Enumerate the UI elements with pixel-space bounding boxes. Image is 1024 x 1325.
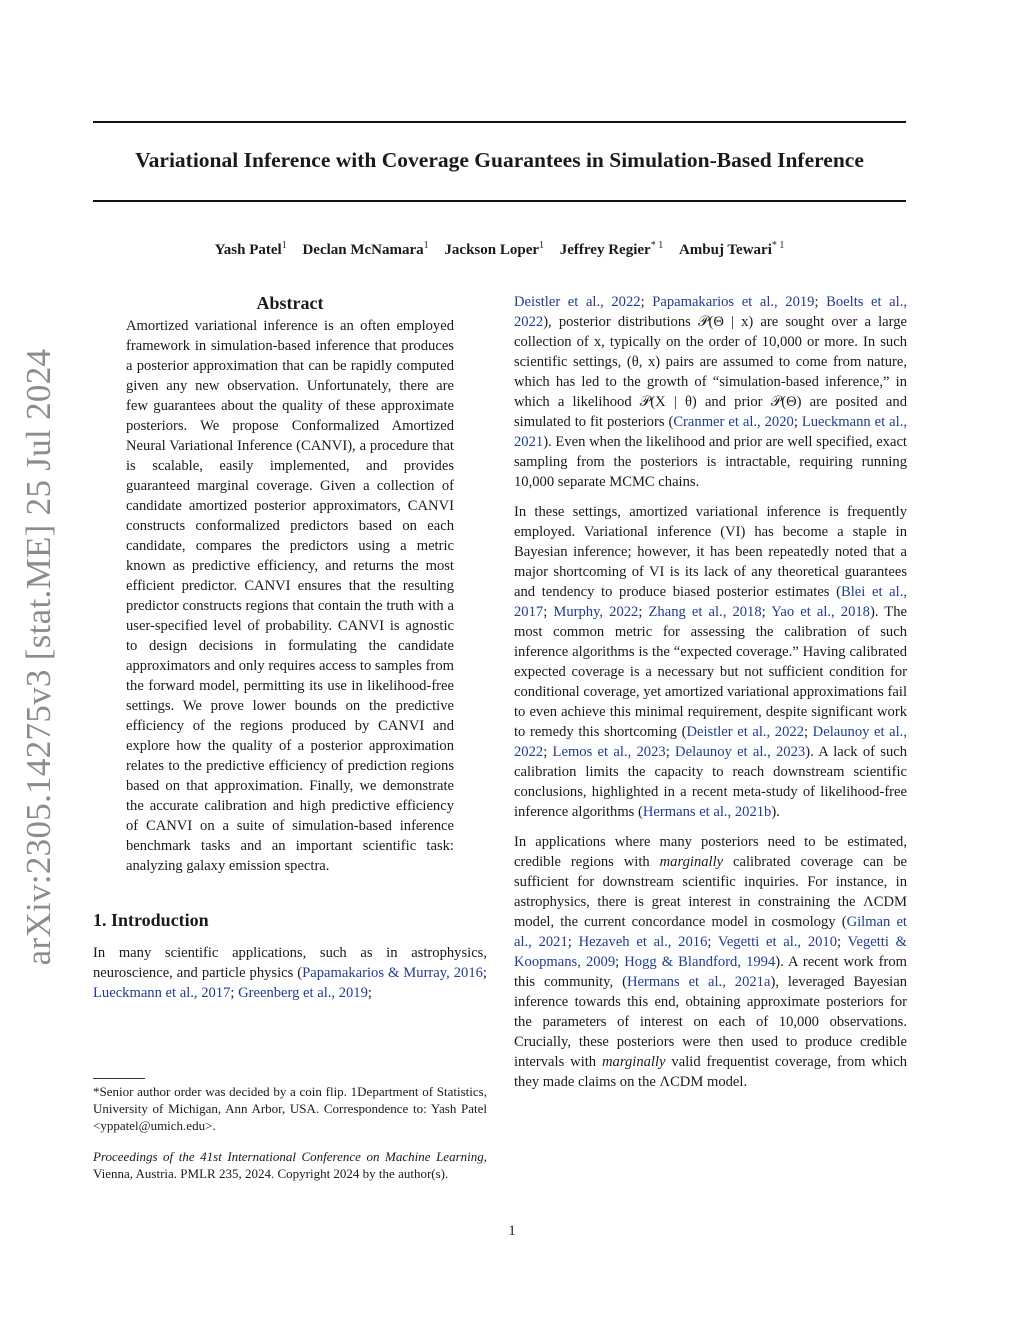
body-paragraph: In these settings, amortized variational inference is frequently employed. Variational inference (VI) has become a staple in Bayesian inference; however, it has been repeatedly noted that a major shortcoming of VI is its lack of any theoretical guarantees and tendency to produce biased posterior estimates (Blei et al., 2017; Murphy, 2022; Zhang et al., 2018; Yao et al., 2018). The most common metric for assessing the calibration of such inference algorithms is the “expected coverage.” Having calibrated expected coverage is a necessary but not sufficient condition for conditional coverage, yet amortized variational approximations fail to even achieve this minimal requirement, despite significant work to remedy this shortcoming (Deistler et al., 2022; Delaunoy et al., 2022; Lemos et al., 2023; Delaunoy et al., 2023). A lack of such calibration limits the capacity to reach downstream scientific conclusions, highlighted in a recent meta-study of likelihood-free inference algorithms (Hermans et al., 2021b). [514, 504, 908, 820]
citation-link[interactable]: Delaunoy et al., 2023 [675, 744, 806, 760]
citation-link[interactable]: Papamakarios & Murray, 2016 [302, 965, 483, 981]
citation-link[interactable]: Vegetti et al., 2010 [717, 934, 838, 950]
citation-link[interactable]: Cranmer et al., 2020 [673, 414, 794, 430]
citation-link[interactable]: Blei et al., 2017 [514, 584, 907, 620]
citation-link[interactable]: Lemos et al., 2023 [552, 744, 666, 760]
citation-link[interactable]: Greenberg et al., 2019 [238, 985, 368, 1001]
page-number: 1 [508, 1223, 516, 1239]
author: Ambuj Tewari$^{* 1}$ [678, 240, 785, 258]
citation-link[interactable]: Hermans et al., 2021a [626, 974, 771, 990]
citation-link[interactable]: Lueckmann et al., 2021 [514, 414, 907, 450]
citation-link[interactable]: Gilman et al., 2021 [514, 914, 907, 950]
citation-link[interactable]: Hezaveh et al., 2016 [578, 934, 708, 950]
author-list [93, 236, 906, 260]
body-paragraph: In applications where many posteriors need to be estimated, credible regions with marginally calibrated coverage can be sufficient for downstream scientific inquiries. For instance, in astrophysics, there is great interest in constraining the ΛCDM model, the current concordance model in cosmology (Gilman et al., 2021; Hezaveh et al., 2016; Vegetti et al., 2010; Vegetti & Koopmans, 2009; Hogg & Blandford, 1994). A recent work from this community, (Hermans et al., 2021a), leveraged Bayesian inference towards this end, obtaining approximate posteriors for the parameters of interest on each of 10,000 observations. Crucially, these posteriors were then used to produce credible intervals with marginally valid frequentist coverage, from which they made claims on the ΛCDM model. [514, 834, 908, 1090]
author: Yash Patel$^1$ [214, 240, 287, 258]
citation-link[interactable]: Delaunoy et al., 2022 [514, 724, 907, 760]
citation-link[interactable]: Yao et al., 2018 [771, 604, 870, 620]
footnote-text: *Senior author order was decided by a coin flip. 1Department of Statistics, University of Michigan, Ann Arbor, USA. Correspondence to: Yash Patel <yppatel@umich.edu>. [93, 1084, 487, 1133]
author: Jackson Loper$^1$ [444, 240, 545, 258]
citation-link[interactable]: Murphy, 2022 [553, 604, 639, 620]
title-rule-top [93, 121, 906, 123]
abstract-text: Amortized variational inference is an often employed framework in simulation-based inference that produces a posterior approximation that can be rapidly computed given any new observation. Unfortunately, there are few guarantees about the quality of these approximate posteriors. We propose Conformalized Amortized Neural Variational Inference (CANVI), a procedure that is scalable, easily implemented, and provides guaranteed marginal coverage. Given a collection of candidate amortized posterior approximators, CANVI constructs conformalized predictors based on each candidate, compares the predictors using a metric known as predictive efficiency, and returns the most efficient predictor. CANVI ensures that the resulting predictor constructs regions that contain the truth with a user-specified level of probability. CANVI is agnostic to design decisions in formulating the candidate approximators and only requires access to samples from the forward model, permitting its use in likelihood-free settings. We prove lower bounds on the predictive efficiency of the regions produced by CANVI and explore how the quality of a posterior approximation relates to the predictive efficiency of prediction regions based on that approximation. Finally, we demonstrate the accurate calibration and high predictive efficiency of CANVI on a suite of simulation-based inference benchmark tasks and an important scientific task: analyzing galaxy emission spectra. [126, 318, 454, 874]
paper-title: Variational Inference with Coverage Guarantees in Simulation-Based Inference [135, 148, 864, 172]
proceedings-note: Proceedings of the 41st International Conference on Machine Learning, Vienna, Austria. PMLR 235, 2024. Copyright 2024 by the author(s). [93, 1149, 487, 1181]
citation-link[interactable]: Papamakarios et al., 2019 [652, 294, 815, 310]
citation-link[interactable]: Zhang et al., 2018 [648, 604, 762, 620]
citation-link[interactable]: Deistler et al., 2022 [686, 724, 804, 740]
citation-link[interactable]: Hermans et al., 2021b [642, 804, 772, 820]
abstract-heading: Abstract [256, 293, 324, 313]
left-column [93, 292, 487, 1003]
intro-paragraph: In many scientific applications, such as in astrophysics, neuroscience, and particle physics (Papamakarios & Murray, 2016; Lueckmann et al., 2017; Greenberg et al., 2019; [93, 945, 487, 1001]
arxiv-watermark: arXiv:2305.14275v3 [stat.ME] 25 Jul 2024 [19, 348, 58, 966]
footnote-rule [93, 1078, 145, 1079]
abstract [93, 292, 487, 876]
citation-link[interactable]: Boelts et al., 2022 [514, 294, 908, 330]
citation-link[interactable]: Hogg & Blandford, 1994 [624, 954, 776, 970]
citation-link[interactable]: Lueckmann et al., 2017 [93, 985, 231, 1001]
section-heading-introduction: 1. Introduction [93, 910, 209, 930]
footnotes [93, 1078, 487, 1182]
body-paragraph: Deistler et al., 2022; Papamakarios et al., 2019; Boelts et al., 2022), posterior distributions 𝒫(Θ | x) are sought over a large collection of x, typically on the order of 10,000 or more. In such scientific settings, (θ, x) pairs are assumed to come from nature, which has led to the growth of “simulation-based inference,” in which a likelihood 𝒫(X | θ) and prior 𝒫(Θ) are posited and simulated to fit posteriors (Cranmer et al., 2020; Lueckmann et al., 2021). Even when the likelihood and prior are well specified, exact sampling from the posteriors is intractable, requiring running 10,000 separate MCMC chains. [514, 294, 908, 490]
title-rule-bottom [93, 200, 906, 202]
citation-link[interactable]: Deistler et al., 2022 [514, 294, 641, 310]
right-column [514, 292, 907, 1102]
author: Jeffrey Regier$^{* 1}$ [559, 240, 664, 258]
author: Declan McNamara$^1$ [302, 240, 429, 258]
citation-link[interactable]: Vegetti & Koopmans, 2009 [514, 934, 907, 970]
